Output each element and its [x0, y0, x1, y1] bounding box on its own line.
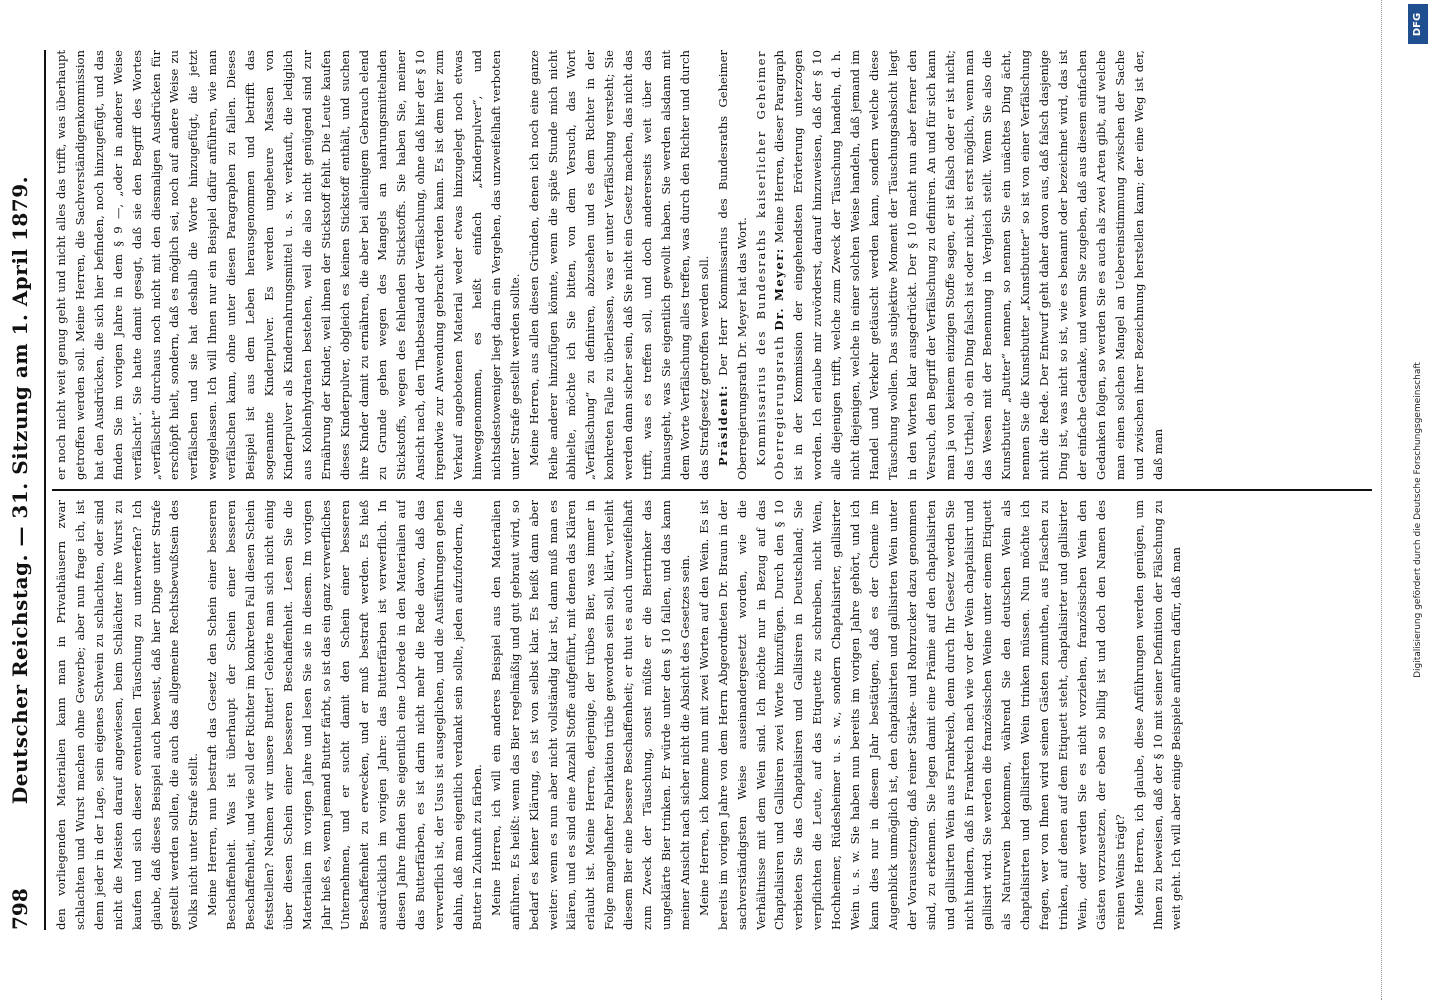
left-column — [52, 500, 1374, 930]
speaker-president: Präsident: — [715, 384, 730, 466]
right-column — [52, 50, 1374, 480]
speaker-meyer: Dr. Meyer: — [772, 247, 787, 331]
meyer-statement: Meine Herren, dieser Paragraph ist in der Kommission der eingehendsten Erörterung unterzogen worden. Ich erlaube mir zuvörderst, darauf hinzuweisen, daß der § 10 alle diejenigen trifft, welche zum Zweck der Täuschung handeln, d. h. nicht diejenigen, welche in einer solchen Weise handeln, daß jemand im Handel und Verkehr getäuscht werden kann, sondern welche diese Täuschung wollen. Das subjektive Moment der Täuschungsabsicht liegt in den Worten klar ausgedrückt. Der § 10 macht nun aber ferner den Versuch, den Begriff der Verfälschung zu definiren. An und für sich kann man ja von keinem einzigen Stoffe sagen, er ist falsch oder er ist nicht; das Urtheil, ob ein Ding falsch ist oder nicht, ist erst möglich, wenn man das Wesen mit der Benennung in Vergleich stellt. Wenn Sie also die Kunstbutter „Butter“ nennen, so nennen Sie ein unächtes Ding ächt, nennen Sie die Kunstbutter „Kunstbutter“ so ist von einer Verfälschung nicht die Rede. Der Entwurf geht daher davon aus, daß falsch dasjenige Ding ist, was nicht so ist, wie es benannt oder bezeichnet wird, das ist der einfache Gedanke, und wenn Sie zugeben, daß aus diesem einfachen Gedanken folgen, so werden Sie es auch als zwei Arten gibt, auf welche man einen solchen Mangel an Uebereinstimmung zwischen der Sache und zwischen ihrer Bezeichnung herstellen kann; der eine Weg ist der, daß man — [772, 50, 1165, 480]
left-paragraph-5: Meine Herren, ich glaube, diese Anführungen werden genügen, um Ihnen zu beweisen, daß der § 10 mit seiner Definition der Fälschung zu weit geht. Ich will aber einige Beispiele anführen dafür, daß man — [1131, 500, 1184, 930]
right-paragraph-1: er noch nicht weit genug geht und nicht alles das trifft, was überhaupt getroffen werden soll. Meine Herren, die Sachverständigenkommission hat den Ausdrücken, die sich hier befinden, noch hinzugefügt, und das finden Sie im vorigen Jahre in dem § 9 —, „oder in anderer Weise verfälscht“. Sie hatte damit gesagt, daß sie den Begriff des Wortes „verfälscht“ durchaus noch nicht mit den diesmaligen Ausdrücken für erschöpft hielt, sondern, daß es möglich sei, noch auf andere Weise zu verfälschen und sie hat deshalb die Worte hinzugefügt, die jetzt weggelassen. Ich will Ihnen nur ein Beispiel dafür anführen, wie man verfälschen kann, ohne unter diesen Paragraphen zu fallen. Dieses Beispiel ist aus dem Leben herausgenommen und betrifft das sogenannte Kinderpulver. Es werden ungeheure Massen von Kinderpulver als Kindernahrungsmittel u. s. w. verkauft, die lediglich aus Kohlenhydraten bestehen, weil die also nicht genügend sind zur Ernährung der Kinder, weil ihnen der Stickstoff fehlt. Die Leute kaufen dieses Kinderpulver, obgleich es keinen Stickstoff enthält, und suchen ihre Kinder damit zu ernähren, die aber bei alleinigem Gebrauch elend zu Grunde gehen wegen des Mangels an nahrungsmittelnden Stickstoffs, wegen des fehlenden Stickstoffs. Sie haben Sie, meiner Ansicht nach, den Thatbestand der Verfälschung, ohne daß hier der § 10 irgendwie zur Anwendung gebracht werden kann. Es ist dem hier zum Verkauf angebotenen Material weder etwas hinzugelegt noch etwas hinweggenommen, es heißt einfach „Kinderpulver“, und nichtsdestoweniger liegt darin ein Vergehen, das unzweifelhaft verboten unter Strafe gestellt werden sollte. — [54, 50, 522, 480]
right-paragraph-4 — [752, 50, 1168, 480]
page-number: 798 — [8, 888, 32, 930]
right-paragraph-2: Meine Herren, aus allen diesen Gründen, denen ich noch eine ganze Reihe anderer hinzufügen könnte, wenn die späte Stunde mich nicht abhielte, möchte ich Sie bitten, von dem Versuch, das Wort „Verfälschung“ zu definiren, abzusehen und es dem Richter in der konkreten Falle zu überlassen, was er unter Verfälschung versteht; Sie werden dann sicher sein, daß Sie nicht ein Gesetz machen, das nicht das trifft, was es treffen soll, und doch andererseits weit über das hinausgeht, was Sie eigentlich gewollt haben. Sie werden alsdann mit dem Worte Verfälschung alles treffen, was durch den Richter und durch das Strafgesetz getroffen werden soll. — [526, 50, 711, 480]
left-paragraph-4: Meine Herren, ich komme nun mit zwei Worten auf den Wein. Es ist bereits im vorigen Jahre von dem Herrn Abgeordneten Dr. Braun in der sachverständigsten Weise auseinandergesetzt worden, wie die Verhältnisse mit dem Wein sind. Ich möchte nur in Bezug auf das Chaptalisiren und Gallisiren zwei Worte hinzufügen. Durch den § 10 verbieten Sie das Chaptalisiren und Gallisiren in Deutschland; Sie verpflichten die Leute, auf das Etiquette zu schreiben, nicht Wein, Hochheimer, Rüdesheimer u. s. w., sondern Chaptalisirter, gallisirter Wein u. s. w. Sie haben nun bereits im vorigen Jahre gehört, und ich kann dies nur in diesem Jahr bestätigen, daß es der Chemie im Augenblick unmöglich ist, den chaptalisirten und gallisirten Wein unter der Voraussetzung, daß reiner Stärke- und Rohrzucker dazu genommen sind, zu erkennen. Sie legen damit eine Prämie auf den chaptalisirten und gallisirten Wein aus Frankreich, denn durch Ihr Gesetz werden Sie nicht hindern, daß in Frankreich nach wie vor der Wein chaptalisirt und gallisirt wird. Sie werden die französischen Weine unter einem Etiquett als Naturwein bekommen, während Sie den deutschen Wein als chaptalisirten und gallisirten Wein trinken müssen. Nun möchte ich fragen, wer von Ihnen wird seinen Gästen zumuthen, aus Flaschen zu trinken, auf denen auf dem Etiquett steht, chaptalisirter und gallisirter Wein, oder werden Sie es nicht vorziehen, französischen Wein den Gästen vorzusetzen, der eben so billig ist und doch den Namen des reinen Weins trägt? — [696, 500, 1127, 930]
dfg-logo-text: DFG — [1412, 12, 1424, 36]
digitization-note-text: Digitalisierung gefördert durch die Deutsche Forschungsgemeinschaft — [1413, 362, 1424, 678]
page-footer — [1381, 0, 1392, 1000]
page-header — [8, 50, 48, 930]
digitization-note — [1410, 50, 1426, 990]
left-paragraph-1: den vorliegenden Materialien kann man in Privathäusern zwar schlachten und Wurst machen ohne Gewerbe; aber nun frage ich, ist denn jeder in der Lage, sein eigenes Schwein zu schlachten, oder sind nicht die Meisten darauf angewiesen, beim Schlächter ihre Wurst zu kaufen und sich dieser eventuellen Täuschung zu unterwerfen? Ich glaube, daß dieses Beispiel auch beweist, daß hier Dinge unter Strafe gestellt werden sollen, die auch das allgemeine Rechtsbewußtsein des Volks nicht unter Strafe stellt. — [54, 500, 201, 930]
column-divider — [52, 489, 1372, 491]
digitization-sidebar — [1404, 0, 1432, 1000]
president-statement: Der Herr Kommissarius des Bundesraths Geheimer Oberregierungsrath Dr. Meyer hat das Wort. — [715, 50, 749, 480]
header-rule — [44, 50, 46, 930]
left-paragraph-2: Meine Herren, nun bestraft das Gesetz den Schein einer besseren Beschaffenheit. Was ist überhaupt der Schein einer besseren Beschaffenheit, und wie soll der Richter im konkreten Fall diesen Schein feststellen? Nehmen wir unsere Butter! Gehörte man sich nicht einig über diesen Schein einer besseren Beschaffenheit. Lesen Sie die Materialien im vorigen Jahre und lesen Sie sie in diesem. Im vorigen Jahr hieß es, wenn jemand Butter färbt, so ist das ein ganz verwerfliches Unternehmen, und er sucht damit den Schein einer besseren Beschaffenheit zu erwecken, und er muß bestraft werden. Es hieß ausdrücklich im vorigen Jahre: das Butterfärben ist verwerflich. In diesen Jahre finden Sie eigentlich eine Lobrede in den Materialien auf das Butterfärben, es ist darin nicht mehr die Rede davon, daß das verwerflich ist, der Usus ist ausgeglichen, und die Ausführungen gehen dahin, daß man eigentlich verdankt sein sollte, jeden aufzufordern, die Butter in Zukunft zu färben. — [205, 500, 484, 930]
dfg-logo — [1408, 4, 1428, 44]
running-head: Deutscher Reichstag. — 31. Sitzung am 1. April 1879. — [8, 175, 32, 805]
speaker-intro: Kommissarius des Bundesraths kaiserlicher Geheimer Oberregierungsrath — [753, 50, 787, 480]
right-paragraph-3 — [714, 50, 752, 480]
left-paragraph-3: Meine Herren, ich will ein anderes Beispiel aus den Materialien anführen. Es heißt: wenn das Bier regelmäßig und gut gebraut wird, so bedarf es keiner Klärung, es ist von selbst klar. Es heißt dann aber weiter: wenn es nun aber nicht vollständig klar ist, dann muß man es klären, und es sind eine Anzahl Stoffe aufgeführt, mit denen das Klären erlaubt ist. Meine Herren, derjenige, der trübes Bier, was immer in Folge mangelhafter Fabrikation trübe geworden sein soll, klärt, verleiht diesem Bier eine bessere Beschaffenheit; er thut es auch unzweifelhaft zum Zweck der Täuschung, sonst müßte er die Biertrinker das ungeklärte Bier trinken. Er würde unter den § 10 fallen, und das kann meiner Ansicht nach sicher nicht die Absicht des Gesetzes sein. — [488, 500, 692, 930]
